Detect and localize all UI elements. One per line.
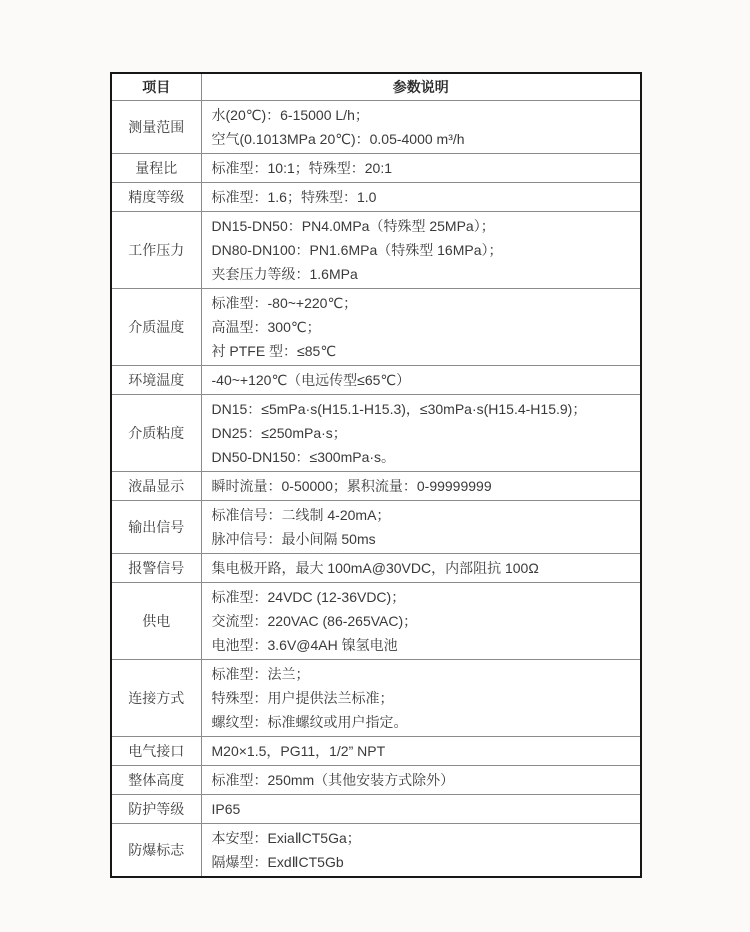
table-row — [111, 501, 641, 554]
param-description-line: 空气(0.1013MPa 20℃)：0.05-4000 m³/h — [211, 131, 465, 147]
param-description-cell — [201, 583, 641, 660]
item-label: 工作压力 — [111, 212, 201, 289]
table-row — [111, 212, 641, 289]
item-label: 连接方式 — [111, 660, 201, 737]
item-label: 测量范围 — [111, 101, 201, 154]
param-description-cell — [201, 154, 641, 183]
param-description-line: DN15-DN50：PN4.0MPa（特殊型 25MPa）； — [211, 218, 495, 234]
item-label: 防爆标志 — [111, 824, 201, 878]
param-description-line: 交流型：220VAC (86-265VAC)； — [211, 613, 418, 629]
item-label: 电气接口 — [111, 737, 201, 766]
param-description-line: -40~+120℃（电远传型≤65℃） — [211, 372, 411, 388]
table-row — [111, 289, 641, 366]
item-label: 介质粘度 — [111, 395, 201, 472]
param-description-line: DN50-DN150：≤300mPa·s。 — [211, 449, 396, 465]
table-row — [111, 766, 641, 795]
param-description-line: DN25：≤250mPa·s； — [211, 425, 347, 441]
param-description-line: 标准型：-80~+220℃； — [211, 295, 358, 311]
param-description-line: 特殊型：用户提供法兰标准； — [211, 690, 394, 706]
header-item: 项目 — [111, 73, 201, 101]
param-description-line: 标准型：24VDC (12-36VDC)； — [211, 589, 406, 605]
item-label: 报警信号 — [111, 554, 201, 583]
param-description-line: 电池型：3.6V@4AH 镍氢电池 — [211, 637, 398, 653]
param-description-cell — [201, 554, 641, 583]
param-description-line: 脉冲信号：最小间隔 50ms — [211, 531, 376, 547]
table-row — [111, 824, 641, 878]
param-description-cell — [201, 737, 641, 766]
table-row — [111, 554, 641, 583]
table-row — [111, 472, 641, 501]
param-description-cell — [201, 472, 641, 501]
header-row — [111, 73, 641, 101]
param-description-line: 水(20℃)：6-15000 L/h； — [211, 107, 369, 123]
table-row — [111, 660, 641, 737]
table-row — [111, 366, 641, 395]
item-label: 整体高度 — [111, 766, 201, 795]
item-label: 介质温度 — [111, 289, 201, 366]
item-label: 量程比 — [111, 154, 201, 183]
param-description-cell — [201, 501, 641, 554]
param-description-cell — [201, 366, 641, 395]
param-description-cell — [201, 660, 641, 737]
param-description-line: 标准型：1.6；特殊型：1.0 — [211, 189, 377, 205]
param-description-cell — [201, 289, 641, 366]
param-description-line: 夹套压力等级：1.6MPa — [211, 266, 358, 282]
table-row — [111, 583, 641, 660]
param-description-line: M20×1.5，PG11，1/2” NPT — [211, 743, 386, 759]
item-label: 精度等级 — [111, 183, 201, 212]
param-description-line: 高温型：300℃； — [211, 319, 321, 335]
item-label: 供电 — [111, 583, 201, 660]
param-description-cell — [201, 395, 641, 472]
header-parameter-description: 参数说明 — [201, 73, 641, 101]
param-description-cell — [201, 824, 641, 878]
param-description-line: 瞬时流量：0-50000；累积流量：0-99999999 — [211, 478, 492, 494]
table-row — [111, 737, 641, 766]
param-description-line: 衬 PTFE 型：≤85℃ — [211, 343, 337, 359]
param-description-cell — [201, 795, 641, 824]
table-row — [111, 183, 641, 212]
table-row — [111, 395, 641, 472]
item-label: 环境温度 — [111, 366, 201, 395]
item-label: 输出信号 — [111, 501, 201, 554]
item-label: 液晶显示 — [111, 472, 201, 501]
param-description-line: 本安型：ExiaⅡCT5Ga； — [211, 830, 361, 846]
param-description-line: 标准型：250mm（其他安装方式除外） — [211, 772, 455, 788]
param-description-cell — [201, 212, 641, 289]
param-description-line: DN15：≤5mPa·s(H15.1-H15.3)，≤30mPa·s(H15.4-H15.9)； — [211, 401, 587, 417]
spec-table — [110, 72, 642, 878]
param-description-line: 标准信号：二线制 4-20mA； — [211, 507, 391, 523]
param-description-line: DN80-DN100：PN1.6MPa（特殊型 16MPa）； — [211, 242, 503, 258]
param-description-line: IP65 — [211, 801, 241, 817]
table-row — [111, 795, 641, 824]
param-description-line: 集电极开路，最大 100mA@30VDC，内部阻抗 100Ω — [211, 560, 539, 576]
table-row — [111, 154, 641, 183]
param-description-line: 隔爆型：ExdⅡCT5Gb — [211, 854, 344, 870]
param-description-cell — [201, 766, 641, 795]
param-description-line: 标准型：法兰； — [211, 666, 310, 682]
param-description-cell — [201, 101, 641, 154]
param-description-line: 螺纹型：标准螺纹或用户指定。 — [211, 714, 408, 730]
param-description-cell — [201, 183, 641, 212]
table-row — [111, 101, 641, 154]
item-label: 防护等级 — [111, 795, 201, 824]
param-description-line: 标准型：10:1；特殊型：20:1 — [211, 160, 392, 176]
